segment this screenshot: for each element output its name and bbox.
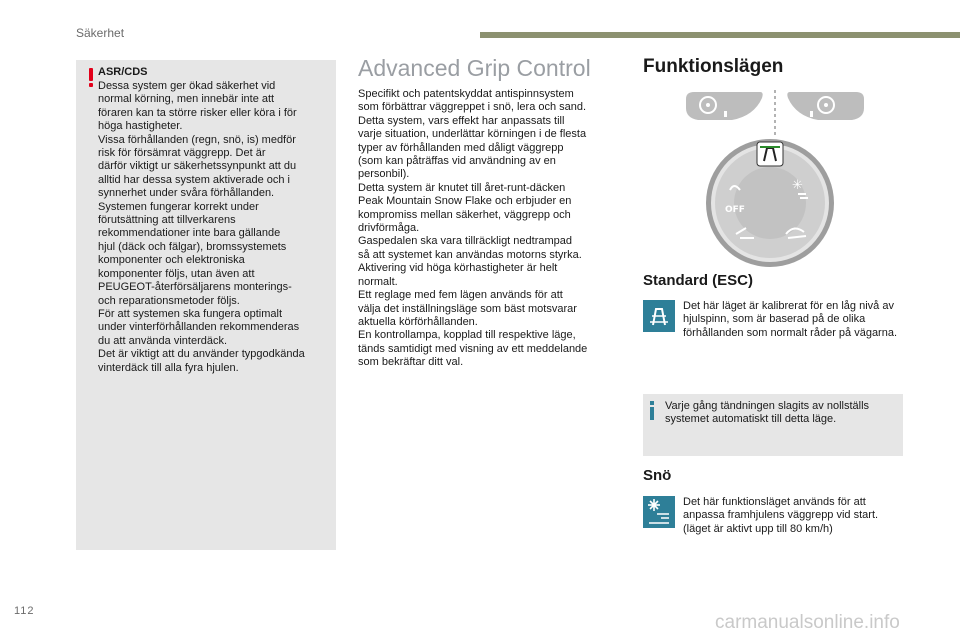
info-text: Varje gång tändningen slagits av nollställs systemet automatiskt till detta läge. (665, 400, 870, 426)
header-bar (480, 32, 960, 38)
watermark: carmanualsonline.info (715, 612, 900, 633)
info-icon (650, 401, 655, 420)
rotary-selector-icon (706, 139, 834, 267)
standard-heading: Standard (ESC) (643, 272, 754, 289)
info-panel (643, 394, 903, 456)
warning-title: ASR/CDS (98, 66, 148, 78)
snow-text: Det här funktionsläget används för att anpassa framhjulens väggrepp vid start. (läget är aktivt upp till 80 km/h) (683, 496, 879, 535)
snow-heading: Snö (643, 467, 672, 484)
svg-text:✳: ✳ (792, 178, 803, 193)
selector-off-label: OFF (725, 205, 745, 215)
page-number: 112 (14, 605, 35, 617)
warning-body: Dessa system ger ökad säkerhet vid normal körning, men innebär inte att föraren kan ta större risker eller köra i för höga hastigheter. Vissa förhållanden (regn, snö, is) medför risk för försämrat väggrepp. Det är därför viktigt ur säkerhetssynpunkt att du alltid har dessa system aktiverade och i synnerhet under svåra förhållanden. Systemen fungerar korrekt under förutsättning att tillverkarens rekommendationer inte bara gällande hjul (däck och fälgar), bromssystemets komponenter och elektroniska komponenter följs, utan även att PEUGEOT-återförsäljarens monterings- och reparationsmetoder följs. För att systemen ska fungera optimalt under vinterförhållanden rekommenderas du att använda vinterdäck. Det är viktigt att du använder typgodkända vinterdäck till alla fyra hjulen. (98, 80, 305, 374)
dashboard-lamp-left-icon (686, 92, 763, 120)
section-label: Säkerhet (76, 26, 125, 40)
dashboard-lamp-right-icon (787, 92, 864, 120)
warning-icon (89, 68, 94, 86)
snow-mode-icon (643, 496, 675, 528)
modes-title: Funktionslägen (643, 56, 784, 77)
standard-mode-icon (643, 300, 675, 332)
mode-selector-illustration (680, 86, 870, 271)
standard-text: Det här läget är kalibrerat för en låg nivå av hjulspinn, som är baserad på de olika förhållanden som normalt råder på vägarna. (683, 300, 898, 339)
agc-title: Advanced Grip Control (358, 55, 591, 81)
warning-panel (76, 60, 336, 550)
agc-body: Specifikt och patentskyddat antispinnsystem som förbättrar väggreppet i snö, lera och sand. Detta system, vars effekt har anpassats till varje situation, underlättar körningen i de flesta typer av förhållanden med dåligt väggrepp (som kan påträffas vid användning av en personbil). Detta system är knutet till året-runt-däcken Peak Mountain Snow Flake och erbjuder en kompromiss mellan säkerhet, väggrepp och drivförmåga. Gaspedalen ska vara tillräckligt nedtrampad så att systemet kan användas motorns styrka. Aktivering vid höga körhastigheter är helt normalt. Ett reglage med fem lägen används för att välja det inställningsläge som bäst motsvarar aktuella körförhållanden. En kontrollampa, kopplad till respektive läge, tänds samtidigt med visning av ett meddelande som bekräftar ditt val. (358, 88, 588, 369)
